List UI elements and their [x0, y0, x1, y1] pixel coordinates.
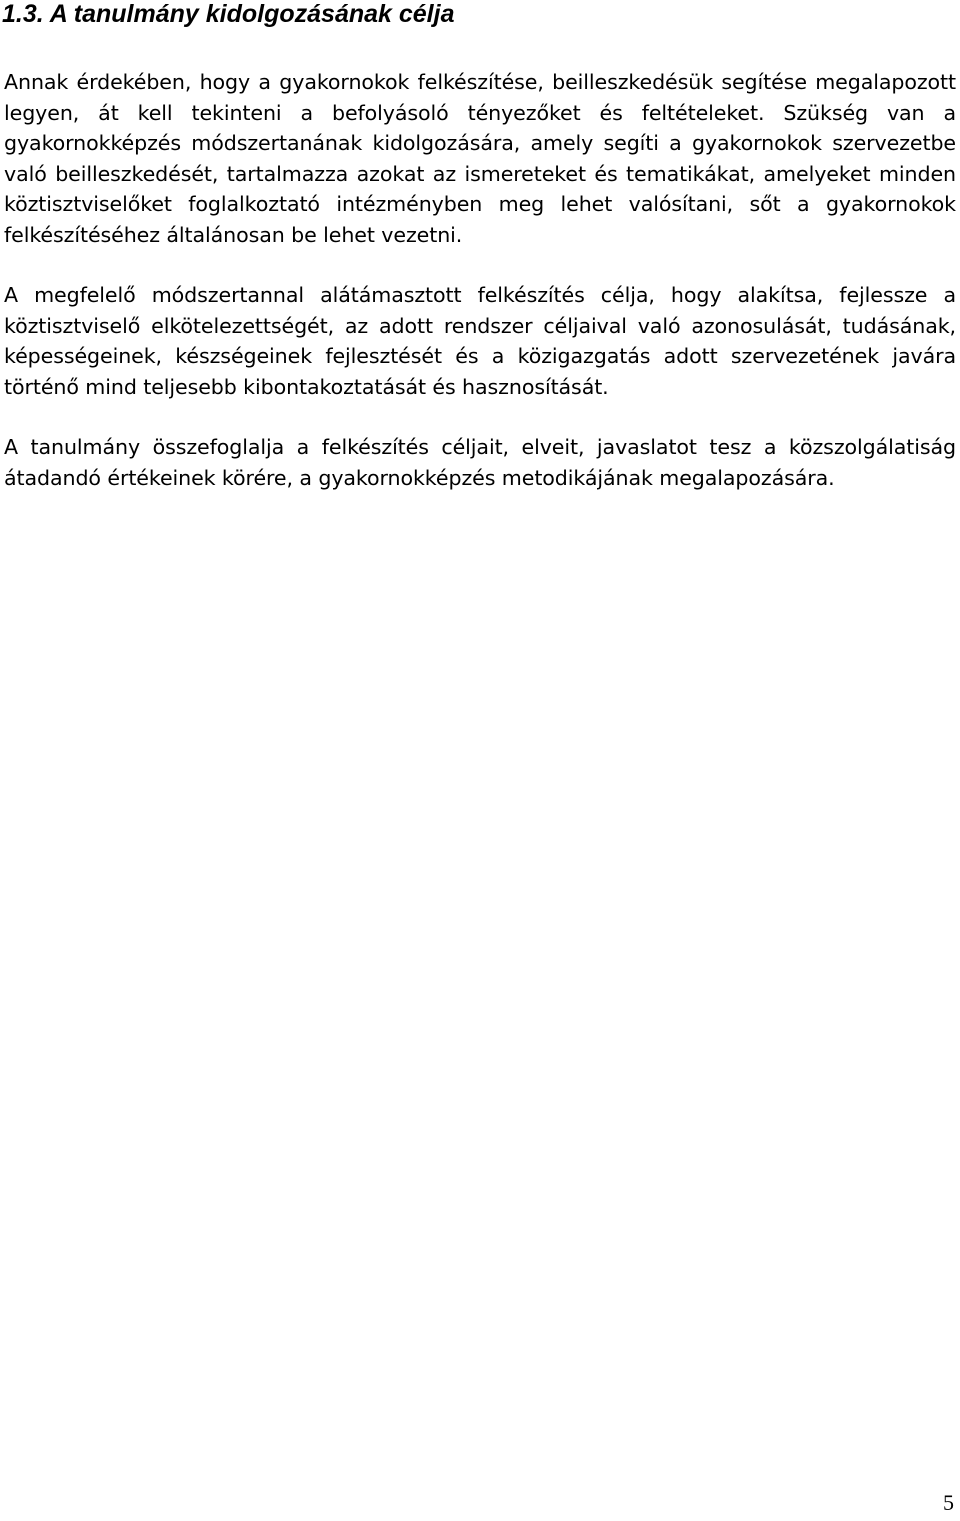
paragraph-purpose: Annak érdekében, hogy a gyakornokok felkészítése, beilleszkedésük segítése megalapozott legyen, át kell tekinteni a befolyásoló tényezőket és feltételeket. Szükség van a gyakornokképzés módszertanának kidolgozására, amely segíti a gyakornokok szervezetbe való beilleszkedését, tartalmazza azokat az ismereteket és tematikákat, amelyeket minden köztisztviselőket foglalkoztató intézményben meg lehet valósítani, sőt a gyakornokok felkészítéséhez általánosan be lehet vezetni.	[4, 70, 956, 247]
paragraph-study-summary: A tanulmány összefoglalja a felkészítés céljait, elveit, javaslatot tesz a közszolgálatiság átadandó értékeinek körére, a gyakornokképzés metodikájának megalapozására.	[4, 435, 956, 490]
section-title: 1.3. A tanulmány kidolgozásának célja	[2, 0, 455, 28]
page-number: 5	[943, 1490, 954, 1515]
paragraph-methodology-goal: A megfelelő módszertannal alátámasztott felkészítés célja, hogy alakítsa, fejlessze a köztisztviselő elkötelezettségét, az adott rendszer céljaival való azonosulását, tudásának, képességeinek, készségeinek fejlesztését és a közigazgatás adott szervezetének javára történő mind teljesebb kibontakoztatását és hasznosítását.	[4, 283, 956, 399]
